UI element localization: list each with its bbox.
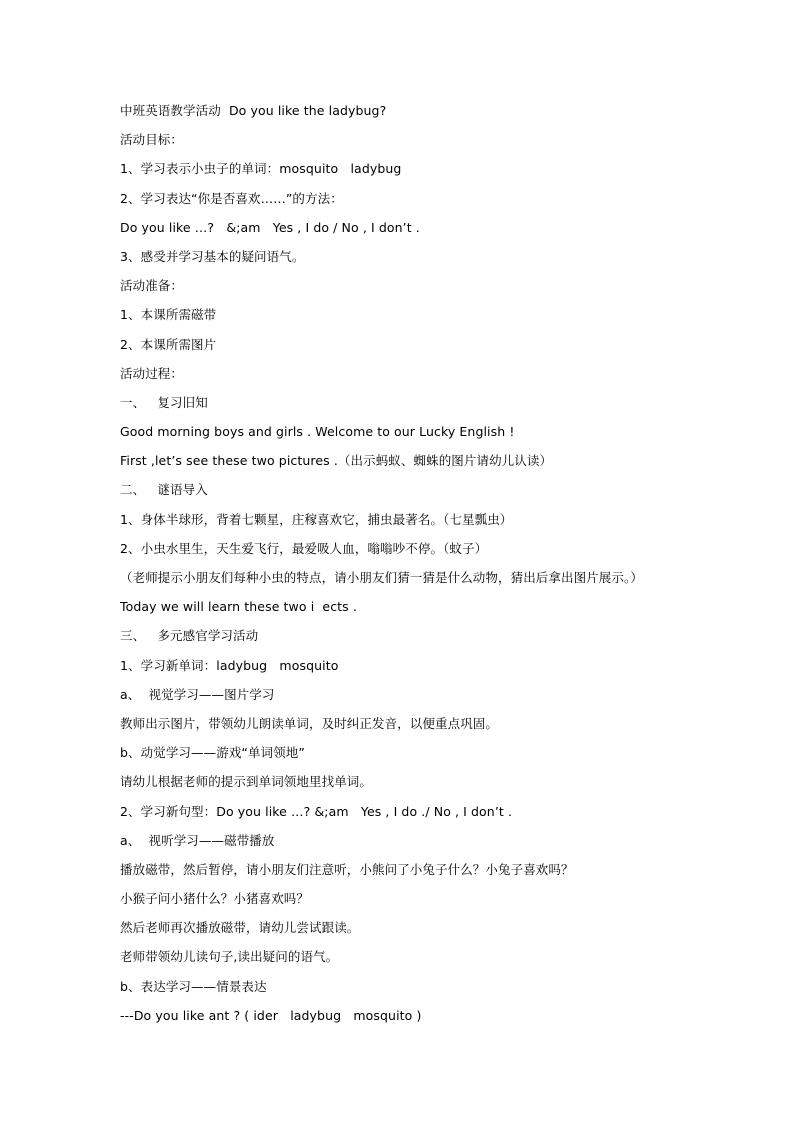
goal-1: 1、学习表示小虫子的单词：mosquito ladybug: [120, 161, 402, 177]
kinesthetic-learning: b、动觉学习——游戏“单词领地”: [120, 745, 305, 761]
section-2-heading: 二、 谜语导入: [120, 482, 208, 498]
audio-detail-3: 然后老师再次播放磁带，请幼儿尝试跟读。: [120, 920, 360, 936]
new-words-heading: 1、学习新单词：ladybug mosquito: [120, 657, 339, 673]
document-body: [120, 100, 760, 1034]
audio-detail-4: 老师带领幼儿读句子,读出疑问的语气。: [120, 949, 339, 965]
section-1-heading: 一、 复习旧知: [120, 394, 208, 410]
visual-learning-detail: 教师出示图片，带领幼儿朗读单词，及时纠正发音，以便重点巩固。: [120, 715, 499, 731]
riddle-1: 1、身体半球形，背着七颗星，庄稼喜欢它，捕虫最著名。（七星瓢虫）: [120, 511, 513, 527]
goal-2-pattern: Do you like …? &;am Yes , I do / No , I don’t .: [120, 219, 420, 235]
new-sentence-heading: 2、学习新句型：Do you like …? &;am Yes , I do ./ No , I don’t .: [120, 803, 513, 819]
audio-detail-2: 小猴子问小猪什么？小猪喜欢吗？: [120, 891, 310, 907]
lesson-title: 中班英语教学活动 Do you like the ladybug?: [120, 103, 387, 118]
pictures-line: First ,let’s see these two pictures .（出示蚂蚁、蜘蛛的图片请幼儿认读）: [120, 453, 553, 469]
visual-learning: a、 视觉学习——图片学习: [120, 686, 275, 702]
process-heading: 活动过程：: [120, 365, 184, 381]
expression-learning: b、表达学习——情景表达: [120, 978, 267, 994]
today-line: Today we will learn these two i ects .: [120, 599, 357, 615]
preparation-heading: 活动准备：: [120, 278, 184, 294]
goals-heading: 活动目标：: [120, 132, 184, 148]
preparation-2: 2、本课所需图片: [120, 336, 217, 352]
audio-detail-1: 播放磁带，然后暂停，请小朋友们注意听，小熊问了小兔子什么？小兔子喜欢吗？: [120, 861, 574, 877]
expression-question: ---Do you like ant ? ( ider ladybug mosquito ): [120, 1007, 422, 1023]
greeting-line: Good morning boys and girls . Welcome to our Lucky English !: [120, 424, 515, 440]
riddle-note: （老师提示小朋友们每种小虫的特点，请小朋友们猜一猜是什么动物，猜出后拿出图片展示。）: [120, 570, 643, 585]
goal-2: 2、学习表达“你是否喜欢……”的方法：: [120, 190, 343, 206]
goal-3: 3、感受并学习基本的疑问语气。: [120, 248, 305, 264]
riddle-2: 2、小虫水里生，天生爱飞行，最爱吸人血，嗡嗡吵不停。（蚊子）: [120, 540, 488, 556]
preparation-1: 1、本课所需磁带: [120, 307, 217, 323]
audio-learning: a、 视听学习——磁带播放: [120, 832, 275, 848]
kinesthetic-learning-detail: 请幼儿根据老师的提示到单词领地里找单词。: [120, 774, 373, 790]
section-3-heading: 三、 多元感官学习活动: [120, 628, 259, 644]
